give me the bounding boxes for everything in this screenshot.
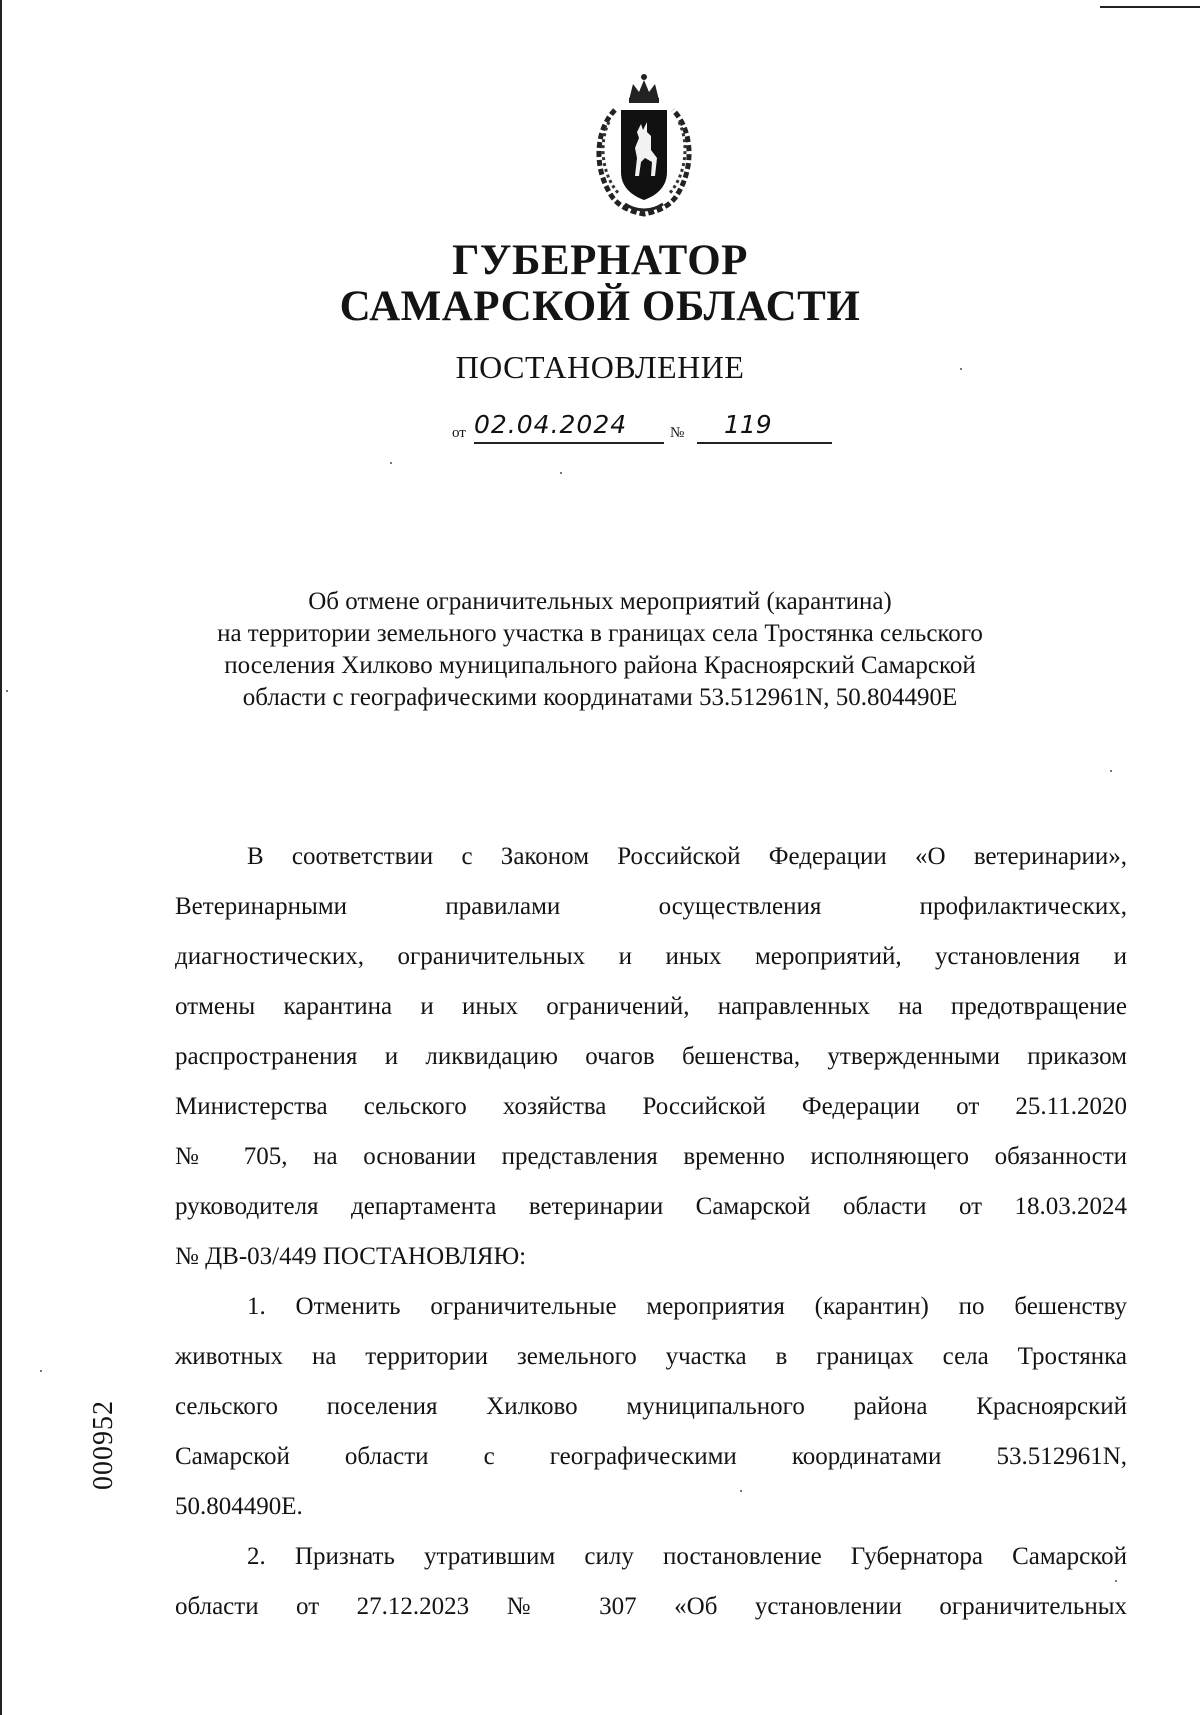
body-line: отмены карантина и иных ограничений, направленных на предотвращение [175, 993, 1127, 1020]
scan-speck [560, 472, 562, 474]
authority-title-line1: ГУБЕРНАТОР [452, 237, 748, 284]
body-line: руководителя департамента ветеринарии Самарской области от 18.03.2024 [175, 1193, 1127, 1220]
subject-line: области с географическими координатами 53.512961N, 50.804490E [242, 684, 958, 711]
body-line: 1. Отменить ограничительные мероприятия (карантин) по бешенству [247, 1293, 1127, 1320]
document-date: 02.04.2024 [474, 410, 628, 439]
body-line: Самарской области с географическими координатами 53.512961N, [175, 1443, 1127, 1470]
document-type: ПОСТАНОВЛЕНИЕ [455, 349, 745, 385]
scan-speck [960, 368, 962, 370]
body-line: 2. Признать утратившим силу постановление Губернатора Самарской [247, 1543, 1127, 1570]
scan-speck [40, 1370, 42, 1372]
body-line: № ДВ-03/449 ПОСТАНОВЛЯЮ: [175, 1243, 527, 1270]
body-line: Министерства сельского хозяйства Российской Федерации от 25.11.2020 [175, 1093, 1127, 1120]
number-prefix: № [670, 425, 685, 441]
scan-speck [390, 462, 392, 464]
date-underline [474, 442, 664, 444]
document-body [175, 832, 1127, 1632]
scan-speck [1115, 1580, 1117, 1582]
document-subject [150, 586, 1050, 714]
scan-edge-line [0, 0, 2, 1715]
body-line: диагностических, ограничительных и иных мероприятий, установления и [175, 943, 1127, 970]
body-line: животных на территории земельного участка в границах села Тростянка [175, 1343, 1127, 1370]
subject-line: на территории земельного участка в границах села Тростянка сельского [217, 620, 983, 647]
body-line: В соответствии с Законом Российской Федерации «О ветеринарии», [247, 843, 1127, 870]
date-number-line [452, 410, 852, 450]
scan-speck [1110, 770, 1112, 772]
scan-speck [740, 1490, 742, 1492]
body-line: сельского поселения Хилково муниципального района Красноярский [175, 1393, 1127, 1420]
body-line: 50.804490E. [175, 1493, 303, 1520]
scan-speck [6, 690, 8, 692]
body-line: области от 27.12.2023 № 307 «Об установлении ограничительных [175, 1593, 1127, 1620]
body-line: Ветеринарными правилами осуществления профилактических, [175, 893, 1127, 920]
subject-line: поселения Хилково муниципального района Красноярский Самарской [224, 652, 976, 679]
date-prefix: от [452, 425, 466, 441]
authority-title-line2: САМАРСКОЙ ОБЛАСТИ [339, 283, 861, 330]
body-line: распространения и ликвидацию очагов бешенства, утвержденными приказом [175, 1043, 1127, 1070]
document-number: 119 [724, 410, 772, 439]
scan-corner-line [1100, 6, 1200, 8]
subject-line: Об отмене ограничительных мероприятий (карантина) [308, 588, 892, 615]
body-line: № 705, на основании представления временно исполняющего обязанности [175, 1143, 1127, 1170]
side-registration-number: 000952 [88, 1400, 119, 1490]
samara-coat-of-arms-icon [585, 70, 703, 220]
number-underline [697, 442, 832, 444]
